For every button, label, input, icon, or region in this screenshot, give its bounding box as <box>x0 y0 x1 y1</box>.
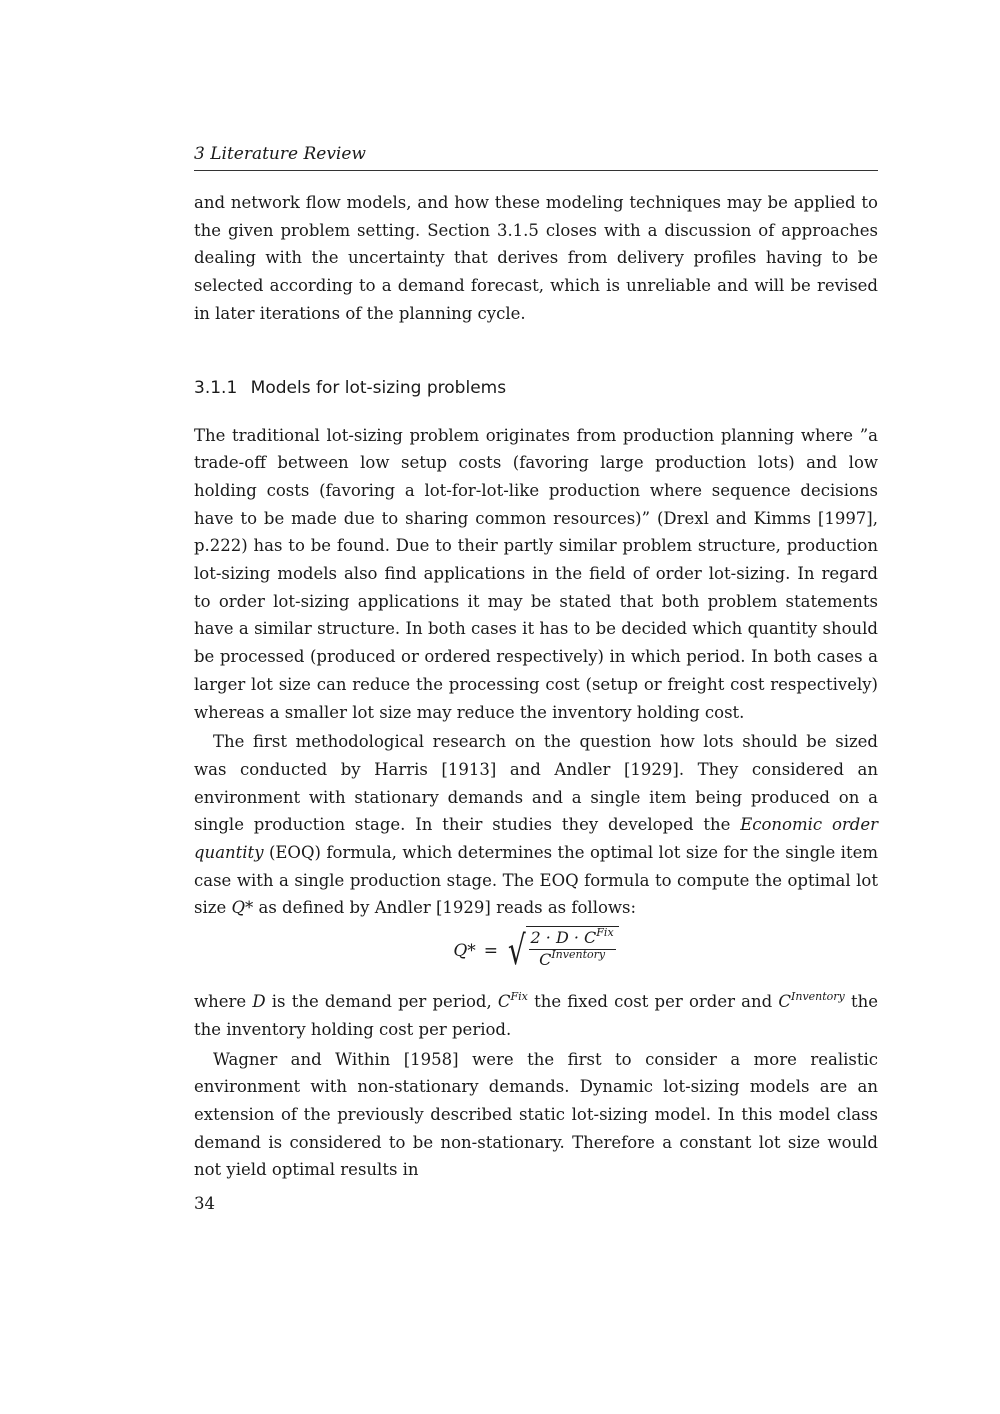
formula-lhs: Q* <box>453 941 476 962</box>
paragraph-eoq <box>194 728 878 922</box>
var-cinv <box>778 992 844 1011</box>
eoq-formula <box>194 922 878 980</box>
sqrt-icon: √ <box>507 928 526 975</box>
var-d: D <box>252 992 266 1012</box>
paragraph-lot-sizing-origin: The traditional lot-sizing problem originates from production planning where ”a trade-off between low setup costs (favoring large production lots) and low holding costs (favoring a lot-for-lot-like production where sequence decisions have to be made due to sharing common resources)” (Drexl and Kimms [1997], p.222) has to be found. Due to their partly similar problem structure, production lot-sizing models also find applications in the field of order lot-sizing. In regard to order lot-sizing applications it may be stated that both problem statements have a similar structure. In both cases it has to be decided which quantity should be processed (produced or ordered respectively) in which period. In both cases a larger lot size can reduce the processing cost (setup or freight cost respectively) whereas a smaller lot size may reduce the inventory holding cost. <box>194 425 878 722</box>
def-text-1: is the demand per period, <box>265 992 498 1012</box>
var-cfix <box>498 992 528 1011</box>
eoq-text-start: The first methodological research on the question how lots should be sized was conducted by Harris [1913] and Andler [1929]. They considered an environment with stationary demands and a single item being produced on a single production stage. In their studies they developed the <box>194 732 878 835</box>
denominator-superscript: Inventory <box>551 948 606 962</box>
formula-fraction <box>526 926 619 976</box>
paragraph-variable-definitions <box>194 988 878 1043</box>
denominator-text: C <box>539 950 552 970</box>
var-cfix-sup: Fix <box>510 990 528 1004</box>
formula-denominator <box>539 950 605 970</box>
formula-numerator <box>529 927 616 950</box>
paragraph-dynamic-lot-sizing: Wagner and Within [1958] were the first to consider a more realistic environment with non-stationary demands. Dynamic lot-sizing models are an extension of the previously described static lot-sizing model. In this model class demand is considered to be non-stationary. Therefore a constant lot size would not yield optimal results in <box>194 1049 878 1180</box>
var-cinv-sup: Inventory <box>791 990 845 1004</box>
where-text: where <box>194 992 253 1012</box>
formula-sqrt <box>504 926 619 976</box>
eoq-text-middle: (EOQ) formula, which determines the optimal lot size for the single item case with a single production stage. The EOQ formula to compute the optimal lot size <box>194 843 878 918</box>
numerator-superscript: Fix <box>596 926 614 940</box>
page-body <box>194 140 878 1184</box>
intro-paragraph: and network flow models, and how these modeling techniques may be applied to the given problem setting. Section 3.1.5 closes with a discussion of approaches dealing with the uncertainty that derives from delivery profiles having to be selected according to a demand forecast, which is unreliable and will be revised in later iterations of the planning cycle. <box>194 193 878 323</box>
numerator-text: 2 · D · C <box>530 928 597 948</box>
formula-equals: = <box>483 941 499 962</box>
section-number: 3.1.1 <box>194 377 238 398</box>
section-title: Models for lot-sizing problems <box>250 377 507 398</box>
var-cfix-base: C <box>497 992 511 1012</box>
def-text-3: the the inventory holding cost per period. <box>194 992 878 1039</box>
eoq-text-end: as defined by Andler [1929] reads as follows: <box>253 898 637 918</box>
running-header: 3 Literature Review <box>194 140 878 171</box>
def-text-2: the fixed cost per order and <box>527 992 779 1012</box>
section-heading <box>194 376 878 400</box>
eoq-emphasis: Economic order quantity <box>194 815 878 863</box>
eoq-q-symbol: Q* <box>231 898 254 918</box>
var-cinv-base: C <box>778 992 792 1012</box>
page-number: 34 <box>194 1194 215 1213</box>
